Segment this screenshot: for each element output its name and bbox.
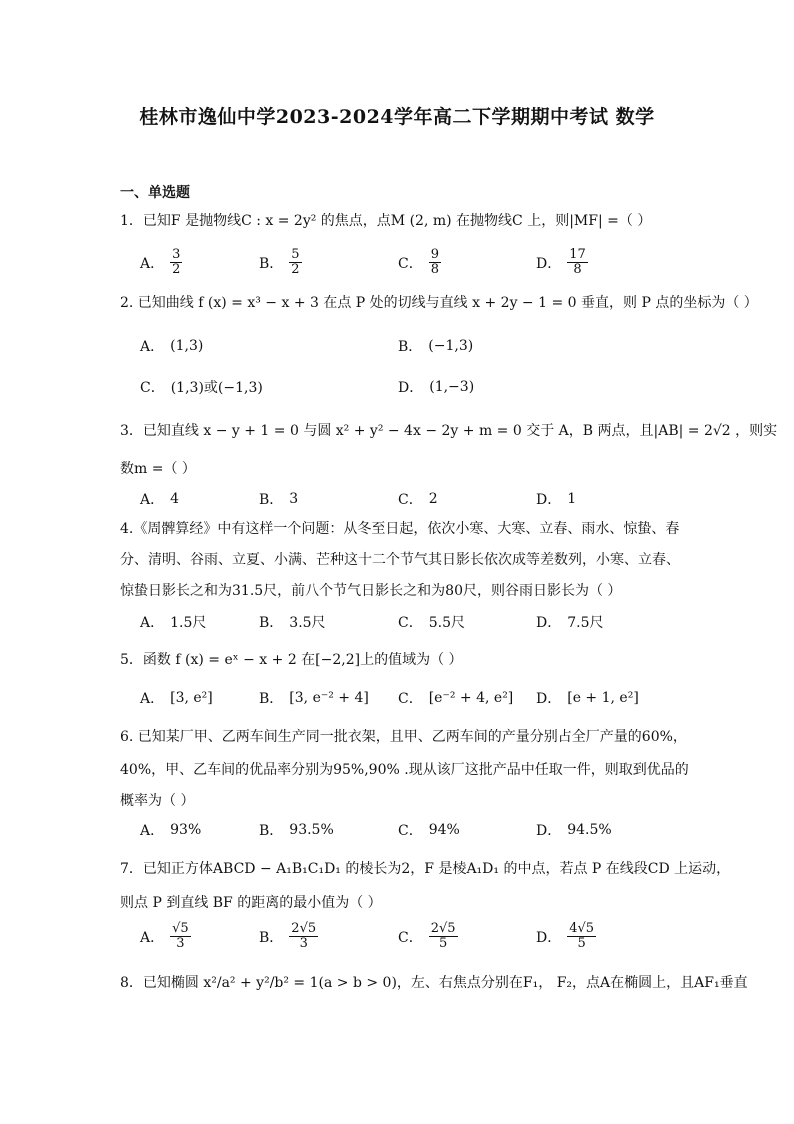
- question-7-line-2: 则点 P 到直线 BF 的距离的最小值为（ ）: [120, 895, 382, 911]
- numerator: 9: [430, 247, 439, 262]
- option-value: 4: [170, 491, 180, 507]
- option-value: 3.5尺: [289, 615, 326, 631]
- option-label: B．: [398, 339, 423, 355]
- denominator: 5: [577, 936, 586, 951]
- question-5-text: 5．函数 f (x) = eˣ − x + 2 在[−2,2]上的值域为（ ）: [120, 652, 463, 668]
- option-d[interactable]: [536, 489, 576, 509]
- numerator: √5: [172, 921, 189, 936]
- option-c[interactable]: [398, 688, 513, 708]
- denominator: 8: [573, 262, 582, 277]
- question-4-line-1: 4.《周髀算经》中有这样一个问题：从冬至日起，依次小寒、大寒、立春、雨水、惊蛰、春: [120, 521, 680, 537]
- option-label: B．: [259, 255, 284, 272]
- option-label: D．: [536, 929, 562, 946]
- question-3-options: [140, 489, 680, 511]
- option-label: B．: [259, 492, 284, 508]
- option-b[interactable]: [259, 688, 369, 708]
- option-label: A．: [140, 492, 165, 508]
- option-a[interactable]: [140, 489, 179, 509]
- option-c[interactable]: [140, 377, 263, 397]
- option-value: (−1,3): [428, 338, 474, 354]
- option-c[interactable]: [398, 922, 458, 951]
- option-value: 5.5尺: [428, 615, 465, 631]
- option-d[interactable]: [536, 820, 612, 840]
- option-value: 1.5尺: [170, 615, 207, 631]
- option-value: (1,3): [170, 338, 204, 354]
- question-6-line-2: 40%，甲、乙车间的优品率分别为95%,90% .现从该厂这批产品中任取一件，则取到优品的: [120, 762, 689, 778]
- option-label: A．: [140, 615, 165, 631]
- option-b[interactable]: [259, 820, 334, 840]
- option-c[interactable]: [398, 820, 460, 840]
- option-b[interactable]: [259, 489, 298, 509]
- question-4-line-2: 分、清明、谷雨、立夏、小满、芒种这十二个节气其日影长依次成等差数列，小寒、立春、: [120, 552, 680, 568]
- option-label: D．: [536, 255, 562, 272]
- option-label: D．: [398, 380, 424, 396]
- option-label: B．: [259, 691, 284, 707]
- option-a[interactable]: [140, 922, 191, 951]
- option-a[interactable]: [140, 336, 203, 356]
- fraction: [429, 248, 441, 277]
- option-c[interactable]: [398, 489, 438, 509]
- fraction: [567, 922, 596, 951]
- option-label: B．: [259, 929, 284, 946]
- option-label: A．: [140, 929, 165, 946]
- option-label: D．: [536, 615, 562, 631]
- option-value: 94.5%: [567, 822, 612, 838]
- question-1-text: 1．已知F 是抛物线C : x = 2y² 的焦点，点M (2, m) 在抛物线C 上，则|MF| =（ ）: [120, 213, 652, 229]
- question-4-line-3: 惊蛰日影长之和为31.5尺，前八个节气日影长之和为80尺，则谷雨日影长为（ ）: [120, 583, 622, 599]
- option-label: C．: [398, 492, 423, 508]
- option-label: C．: [398, 691, 423, 707]
- option-value: 2: [428, 491, 438, 507]
- option-a[interactable]: [140, 820, 201, 840]
- denominator: 3: [176, 936, 185, 951]
- fraction: [567, 248, 588, 277]
- question-2-text: 2. 已知曲线 f (x) = x³ − x + 3 在点 P 处的切线与直线 x + 2y − 1 = 0 垂直，则 P 点的坐标为（ ）: [120, 295, 758, 311]
- option-label: C．: [398, 255, 423, 272]
- question-4-options: [140, 612, 680, 634]
- fraction: [289, 248, 301, 277]
- question-6-line-3: 概率为（ ）: [120, 793, 195, 809]
- section-heading: 一、单选题: [120, 185, 190, 201]
- denominator: 2: [291, 262, 300, 277]
- option-b[interactable]: [259, 248, 302, 277]
- option-label: C．: [398, 823, 423, 839]
- option-d[interactable]: [398, 377, 474, 397]
- option-value: 93.5%: [289, 822, 334, 838]
- option-a[interactable]: [140, 612, 206, 632]
- option-d[interactable]: [536, 688, 639, 708]
- option-value: [e + 1, e²]: [567, 690, 639, 706]
- numerator: 4√5: [569, 921, 595, 936]
- numerator: 2√5: [430, 921, 456, 936]
- option-label: D．: [536, 823, 562, 839]
- question-5-options: [140, 688, 680, 710]
- option-label: C．: [140, 380, 165, 396]
- numerator: 2√5: [291, 921, 317, 936]
- question-2-options-row1: [140, 336, 680, 358]
- fraction: [429, 922, 458, 951]
- question-7-line-1: 7．已知正方体ABCD − A₁B₁C₁D₁ 的棱长为2，F 是棱A₁D₁ 的中点，若点 P 在线段CD 上运动，: [120, 861, 731, 877]
- option-a[interactable]: [140, 248, 182, 277]
- option-value: [3, e⁻² + 4]: [289, 690, 369, 706]
- option-b[interactable]: [398, 336, 473, 356]
- option-label: B．: [259, 823, 284, 839]
- fraction: [289, 922, 318, 951]
- numerator: 5: [291, 247, 300, 262]
- option-value: 94%: [428, 822, 460, 838]
- question-8-text: 8．已知椭圆 x²/a² + y²/b² = 1(a > b > 0)，左、右焦点分别在F₁， F₂，点A在椭圆上，且AF₁垂直: [120, 975, 748, 991]
- numerator: 3: [172, 247, 181, 262]
- option-label: C．: [398, 615, 423, 631]
- option-value: [3, e²]: [170, 690, 213, 706]
- question-6-line-1: 6. 已知某厂甲、乙两车间生产同一批衣架，且甲、乙两车间的产量分别占全厂产量的60%，: [120, 729, 687, 745]
- option-label: D．: [536, 691, 562, 707]
- question-7-options: [140, 922, 680, 958]
- option-label: D．: [536, 492, 562, 508]
- option-b[interactable]: [259, 612, 326, 632]
- question-2-options-row2: [140, 377, 680, 399]
- option-label: A．: [140, 823, 165, 839]
- option-value: (1,3)或(−1,3): [170, 380, 263, 396]
- option-value: 93%: [170, 822, 202, 838]
- denominator: 5: [438, 936, 448, 951]
- option-d[interactable]: [536, 922, 596, 951]
- question-1-options: [140, 248, 680, 284]
- question-6-options: [140, 820, 680, 842]
- fraction: [170, 922, 191, 951]
- option-b[interactable]: [259, 922, 318, 951]
- question-3-text: 3．已知直线 x − y + 1 = 0 与圆 x² + y² − 4x − 2y + m = 0 交于 A，B 两点，且|AB| = 2√2 ，则实: [120, 423, 778, 439]
- option-label: A．: [140, 339, 165, 355]
- option-label: C．: [398, 929, 423, 946]
- option-c[interactable]: [398, 612, 465, 632]
- option-label: A．: [140, 691, 165, 707]
- denominator: 8: [430, 262, 439, 277]
- denominator: 2: [172, 262, 181, 277]
- option-d[interactable]: [536, 612, 604, 632]
- numerator: 17: [569, 247, 586, 262]
- option-value: (1,−3): [429, 379, 475, 395]
- option-c[interactable]: [398, 248, 441, 277]
- fraction: [170, 248, 182, 277]
- option-label: A．: [140, 255, 165, 272]
- option-a[interactable]: [140, 688, 213, 708]
- option-label: B．: [259, 615, 284, 631]
- option-value: 3: [289, 491, 299, 507]
- option-value: [e⁻² + 4, e²]: [428, 690, 514, 706]
- option-d[interactable]: [536, 248, 588, 277]
- option-value: 7.5尺: [567, 615, 604, 631]
- denominator: 3: [299, 936, 308, 951]
- exam-title: 桂林市逸仙中学2023-2024学年高二下学期期中考试 数学: [139, 106, 655, 128]
- question-3-continuation: 数m =（ ）: [120, 461, 196, 477]
- option-value: 1: [567, 491, 577, 507]
